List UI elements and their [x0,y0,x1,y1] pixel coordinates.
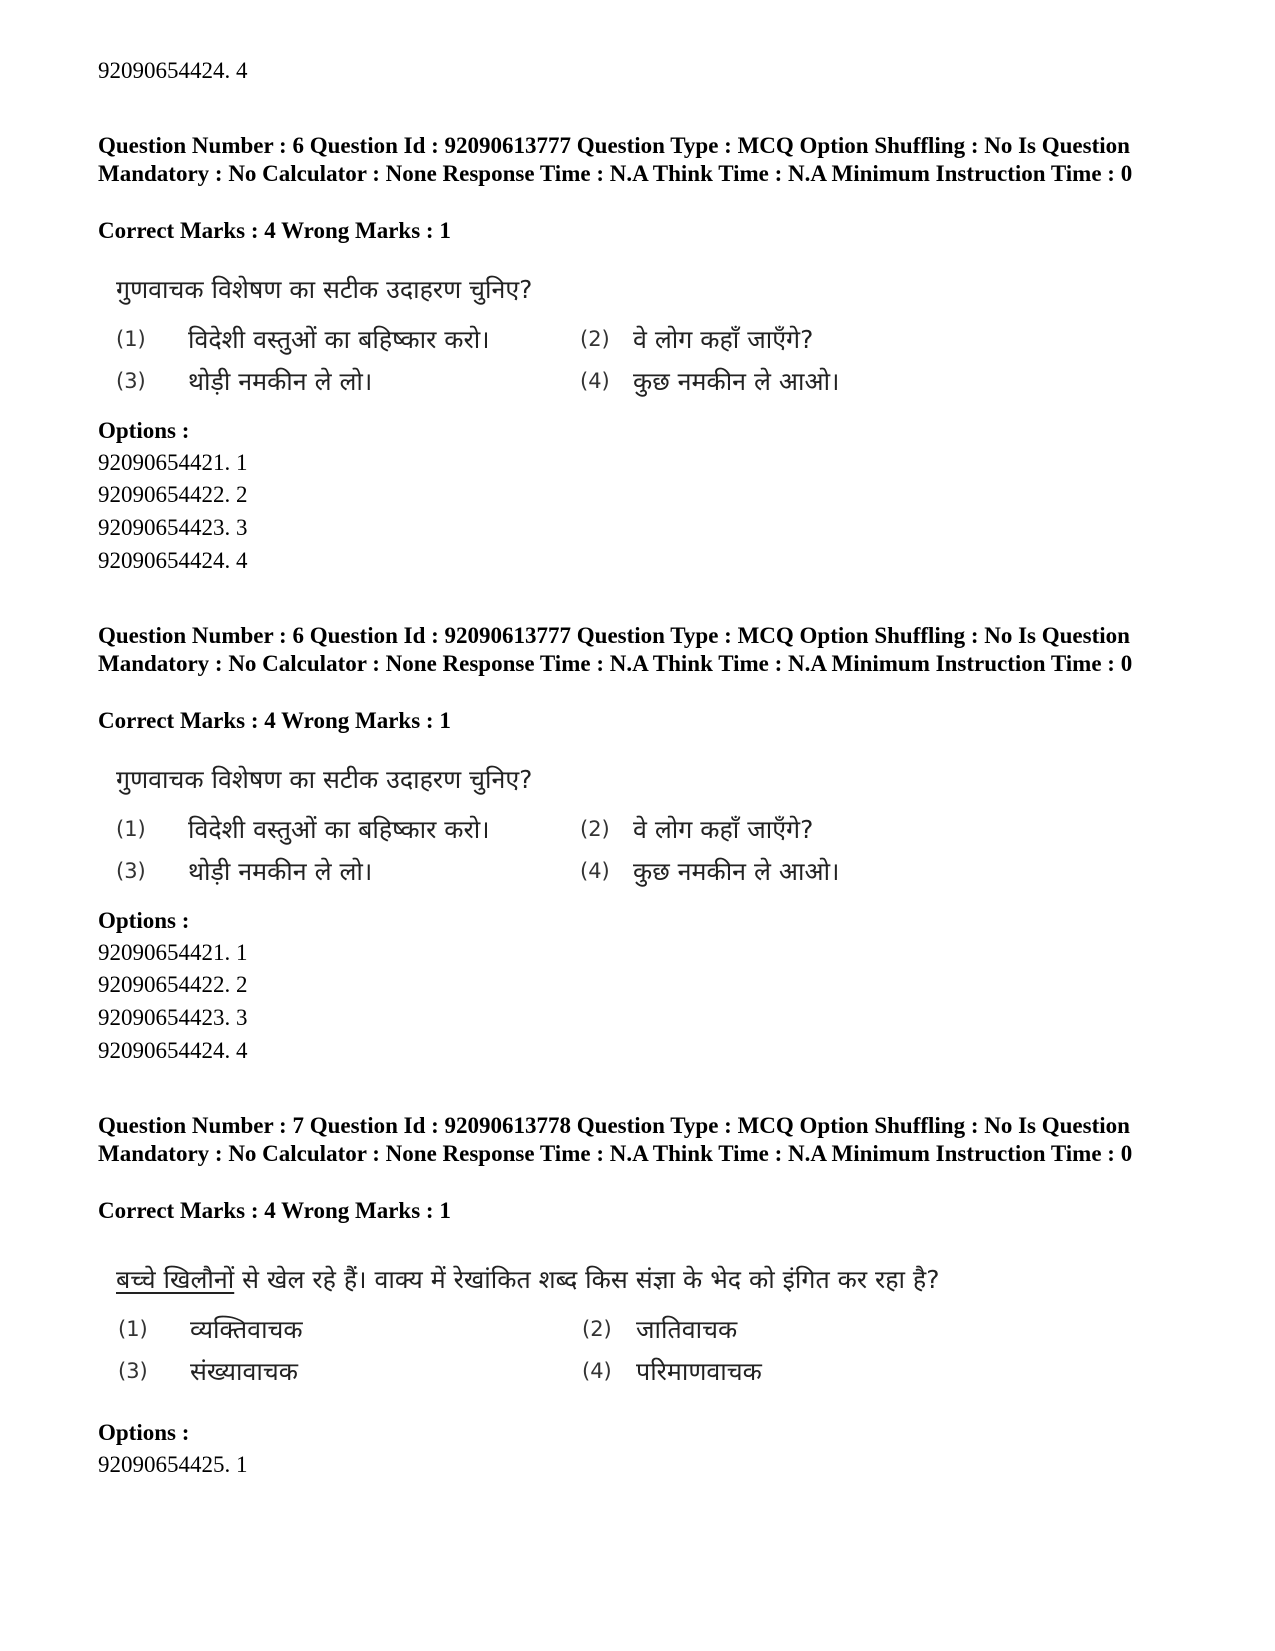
choice-text: थोड़ी नमकीन ले लो। [188,367,373,396]
choice-number: (4) [580,859,610,883]
question-header: Question Number : 6 Question Id : 92090613777 Question Type : MCQ Option Shuffling : No Is Question Mandatory : No Calculator : None Response Time : N.A Think Time : N.A Minimum Instruction Time : 0 [98,623,1133,676]
question-header: Question Number : 7 Question Id : 92090613778 Question Type : MCQ Option Shuffling : No Is Question Mandatory : No Calculator : None Response Time : N.A Think Time : N.A Minimum Instruction Time : 0 [98,1113,1133,1166]
option-line: 92090654425. 1 [98,1452,248,1477]
choice-text: थोड़ी नमकीन ले लो। [188,857,373,886]
choice-number: (4) [580,369,610,393]
marks-line: Correct Marks : 4 Wrong Marks : 1 [98,218,451,243]
question-text-rest: से खेल रहे हैं। वाक्य में रेखांकित शब्द किस संज्ञा के भेद को इंगित कर रहा है? [234,1265,940,1294]
choice-number: (2) [580,817,610,841]
choice-text: विदेशी वस्तुओं का बहिष्कार करो। [188,325,490,354]
choice-text: वे लोग कहाँ जाएँगे? [633,325,814,354]
question-text [116,1262,939,1296]
choice-text: संख्यावाचक [190,1357,298,1386]
options-label: Options : [98,1420,190,1445]
question-image [98,272,998,402]
choice-number: (1) [116,327,146,351]
question-text: गुणवाचक विशेषण का सटीक उदाहरण चुनिए? [116,275,533,304]
choice-number: (3) [118,1359,148,1383]
choice-number: (2) [580,327,610,351]
marks-line: Correct Marks : 4 Wrong Marks : 1 [98,708,451,733]
option-line: 92090654423. 3 [98,1005,248,1030]
choice-number: (1) [118,1317,148,1341]
underlined-word: बच्चे खिलौनों [116,1265,235,1294]
choice-number: (3) [116,859,146,883]
choice-text: कुछ नमकीन ले आओ। [633,857,840,886]
choice-number: (3) [116,369,146,393]
options-label: Options : [98,908,190,933]
choice-text: परिमाणवाचक [636,1357,762,1386]
question-header: Question Number : 6 Question Id : 92090613777 Question Type : MCQ Option Shuffling : No Is Question Mandatory : No Calculator : None Response Time : N.A Think Time : N.A Minimum Instruction Time : 0 [98,133,1133,186]
question-image [98,762,998,892]
marks-line: Correct Marks : 4 Wrong Marks : 1 [98,1198,451,1223]
option-line: 92090654424. 4 [98,1038,248,1063]
choice-text: विदेशी वस्तुओं का बहिष्कार करो। [188,815,490,844]
question-image [98,1262,998,1392]
choice-text: कुछ नमकीन ले आओ। [633,367,840,396]
option-line: 92090654421. 1 [98,940,248,965]
option-line: 92090654423. 3 [98,515,248,540]
choice-text: वे लोग कहाँ जाएँगे? [633,815,814,844]
choice-number: (1) [116,817,146,841]
options-label: Options : [98,418,190,443]
choice-number: (4) [582,1359,612,1383]
option-line: 92090654422. 2 [98,972,248,997]
option-line: 92090654424. 4 [98,548,248,573]
option-line: 92090654421. 1 [98,450,248,475]
option-line: 92090654422. 2 [98,482,248,507]
choice-number: (2) [582,1317,612,1341]
choice-text: जातिवाचक [636,1315,738,1344]
option-line: 92090654424. 4 [98,58,248,83]
question-text: गुणवाचक विशेषण का सटीक उदाहरण चुनिए? [116,765,533,794]
choice-text: व्यक्तिवाचक [190,1315,303,1344]
